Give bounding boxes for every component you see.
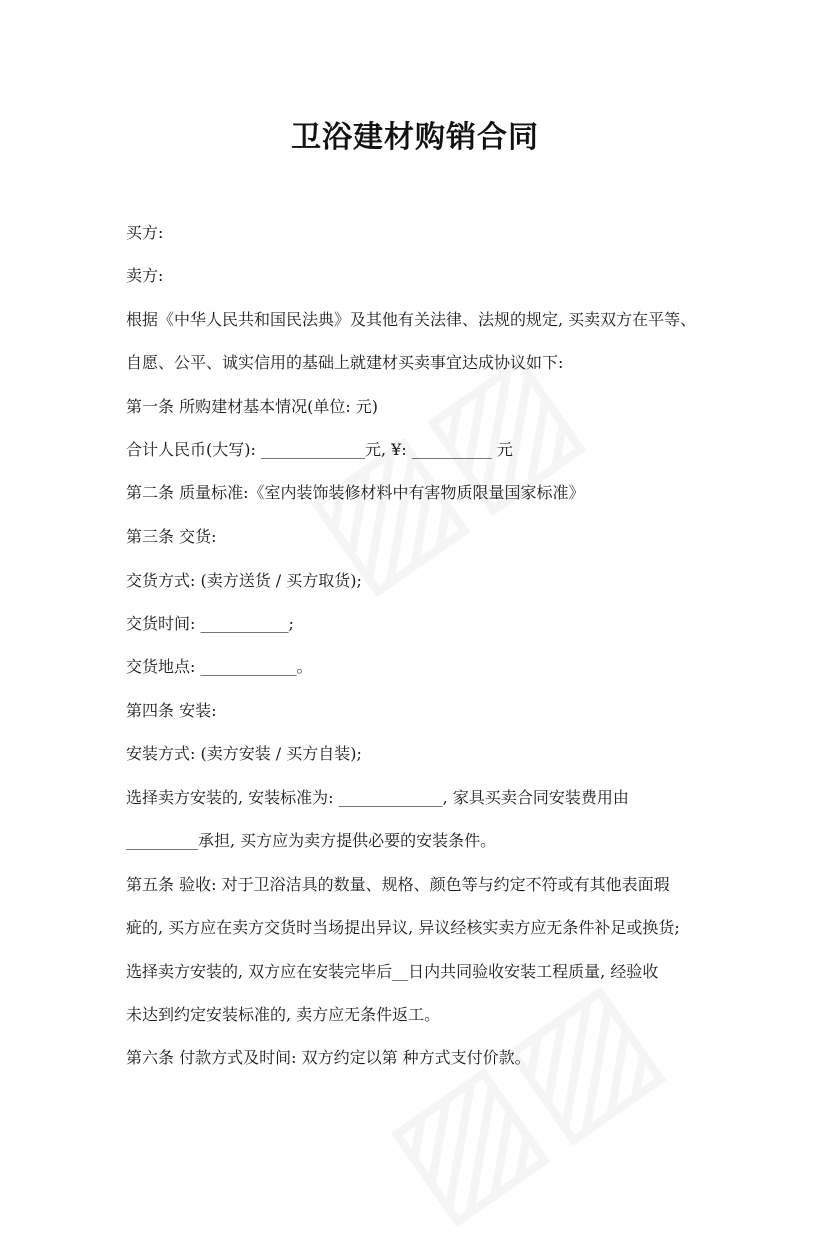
- acceptance-line: 选择卖方安装的, 双方应在安装完毕后__日内共同验收安装工程质量, 经验收: [126, 962, 659, 981]
- article-4-heading: 第四条 安装:: [126, 701, 217, 720]
- delivery-place-line: 交货地点: ____________。: [126, 657, 313, 676]
- article-3-heading: 第三条 交货:: [126, 527, 217, 546]
- acceptance-line: 疵的, 买方应在卖方交货时当场提出异议, 异议经核实卖方应无条件补足或换货;: [126, 918, 680, 937]
- delivery-method-line: 交货方式: (卖方送货 / 买方取货);: [126, 571, 362, 590]
- seller-line: 卖方:: [126, 266, 164, 285]
- preamble-line: 根据《中华人民共和国民法典》及其他有关法律、法规的规定, 买卖双方在平等、: [126, 310, 697, 329]
- article-1-heading: 第一条 所购建材基本情况(单位: 元): [126, 397, 379, 416]
- installation-standard-line: 选择卖方安装的, 安装标准为: _____________, 家具买卖合同安装费用由: [126, 788, 629, 807]
- document-title: 卫浴建材购销合同: [291, 120, 539, 155]
- watermark-graphic: [356, 944, 688, 1249]
- article-5-heading: 第五条 验收: 对于卫浴洁具的数量、规格、颜色等与约定不符或有其他表面瑕: [126, 875, 670, 894]
- installation-method-line: 安装方式: (卖方安装 / 买方自装);: [126, 744, 362, 763]
- article-2-heading: 第二条 质量标准:《室内装饰装修材料中有害物质限量国家标准》: [126, 483, 585, 502]
- preamble-line: 自愿、公平、诚实信用的基础上就建材买卖事宜达成协议如下:: [126, 353, 564, 372]
- acceptance-line: 未达到约定安装标准的, 卖方应无条件返工。: [126, 1005, 441, 1024]
- buyer-line: 买方:: [126, 223, 164, 242]
- article-6-heading: 第六条 付款方式及时间: 双方约定以第 种方式支付价款。: [126, 1048, 531, 1067]
- total-amount-line: 合计人民币(大写): _____________元, ¥: __________ 元: [126, 440, 513, 459]
- delivery-time-line: 交货时间: ___________;: [126, 614, 294, 633]
- installation-cost-line: _________承担, 买方应为卖方提供必要的安装条件。: [126, 831, 497, 850]
